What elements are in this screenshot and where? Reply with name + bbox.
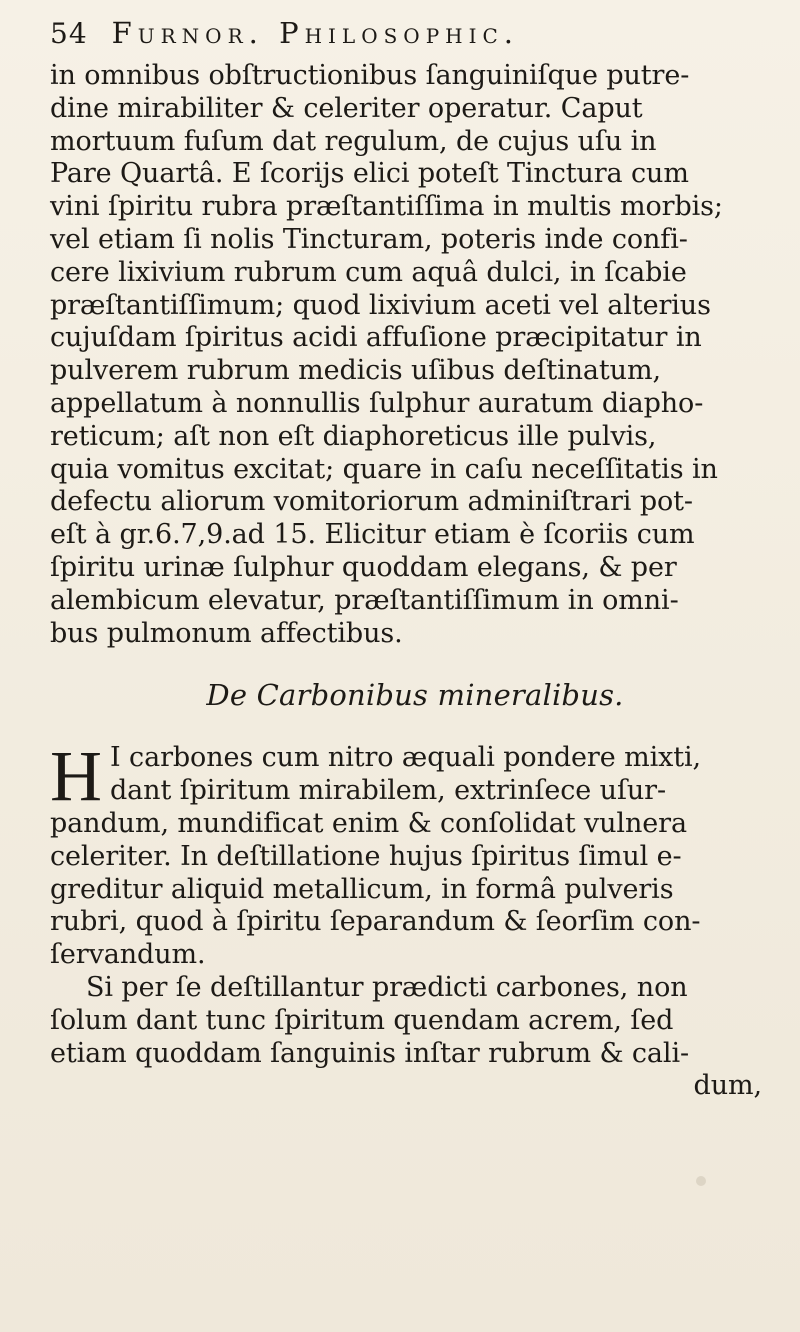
text-line: cere lixivium rubrum cum aquâ dulci, in ſcabie: [50, 256, 687, 288]
text-line: greditur aliquid metallicum, in formâ pulveris: [50, 873, 674, 905]
section-paragraph-1: [50, 808, 780, 972]
text-line: ſpiritu urinæ ſulphur quoddam elegans, & per: [50, 551, 677, 583]
text-line: reticum; aſt non eſt diaphoreticus ille pulvis,: [50, 420, 657, 452]
text-line: etiam quoddam ſanguinis inſtar rubrum & cali-: [50, 1037, 690, 1069]
drop-cap-initial: H: [50, 736, 102, 817]
text-line: ſervandum.: [50, 939, 206, 971]
paper-stain: [696, 1176, 706, 1186]
section-spacing: [50, 714, 780, 742]
text-line: dant ſpiritum mirabilem, extrinſece uſur-: [110, 775, 666, 807]
text-line: bus pulmonum affectibus.: [50, 617, 403, 649]
text-line: in omnibus obſtructionibus ſanguiniſque putre-: [50, 60, 690, 91]
text-line: præſtantiſſimum; quod lixivium aceti vel alterius: [50, 289, 711, 321]
catchword: dum,: [693, 1070, 762, 1102]
text-line: pandum, mundificat enim & conſolidat vulnera: [50, 807, 687, 839]
section-spacing: [50, 650, 780, 676]
text-line: vel etiam ſi nolis Tincturam, poteris inde confi-: [50, 223, 688, 255]
text-line: cujuſdam ſpiritus acidi affuſione præcipitatur in: [50, 322, 702, 354]
text-line: I carbones cum nitro æquali pondere mixti,: [110, 742, 702, 774]
text-line: alembicum elevatur, præſtantiſſimum in omni-: [50, 584, 679, 616]
page-body: [50, 60, 780, 1103]
paragraph-1: [50, 60, 780, 650]
section-title: De Carbonibus mineralibus.: [206, 678, 624, 713]
text-line: pulverem rubrum medicis uſibus deſtinatum,: [50, 355, 661, 387]
text-line: defectu aliorum vomitoriorum adminiſtrari pot-: [50, 486, 693, 518]
text-line: Si per ſe deſtillantur prædicti carbones, non: [86, 971, 688, 1003]
text-line: ſolum dant tunc ſpiritum quendam acrem, ſed: [50, 1004, 674, 1036]
text-line: appellatum à nonnullis ſulphur auratum diapho-: [50, 387, 704, 419]
text-line: quia vomitus excitat; quare in caſu neceſſitatis in: [50, 453, 718, 485]
text-line: vini ſpiritu rubra præſtantiſſima in multis morbis;: [50, 191, 723, 223]
text-line: eſt à gr.6.7,9.ad 15. Elicitur etiam è ſcoriis cum: [50, 519, 695, 551]
text-line: rubri, quod à ſpiritu ſeparandum & ſeorſim con-: [50, 906, 701, 938]
section-paragraph-2: [50, 972, 780, 1103]
text-line: Pare Quartâ. E ſcorijs elici poteſt Tinctura cum: [50, 158, 689, 190]
page-header: [50, 16, 770, 54]
text-line: mortuum fuſum dat regulum, de cujus uſu in: [50, 125, 657, 157]
page-number: 54: [50, 17, 88, 50]
text-line: celeriter. In deſtillatione hujus ſpiritus ſimul e-: [50, 840, 682, 872]
section-opening: [50, 736, 780, 817]
running-head: Furnor. Philosophic.: [111, 16, 520, 50]
text-line: dine mirabiliter & celeriter operatur. Caput: [50, 92, 643, 124]
